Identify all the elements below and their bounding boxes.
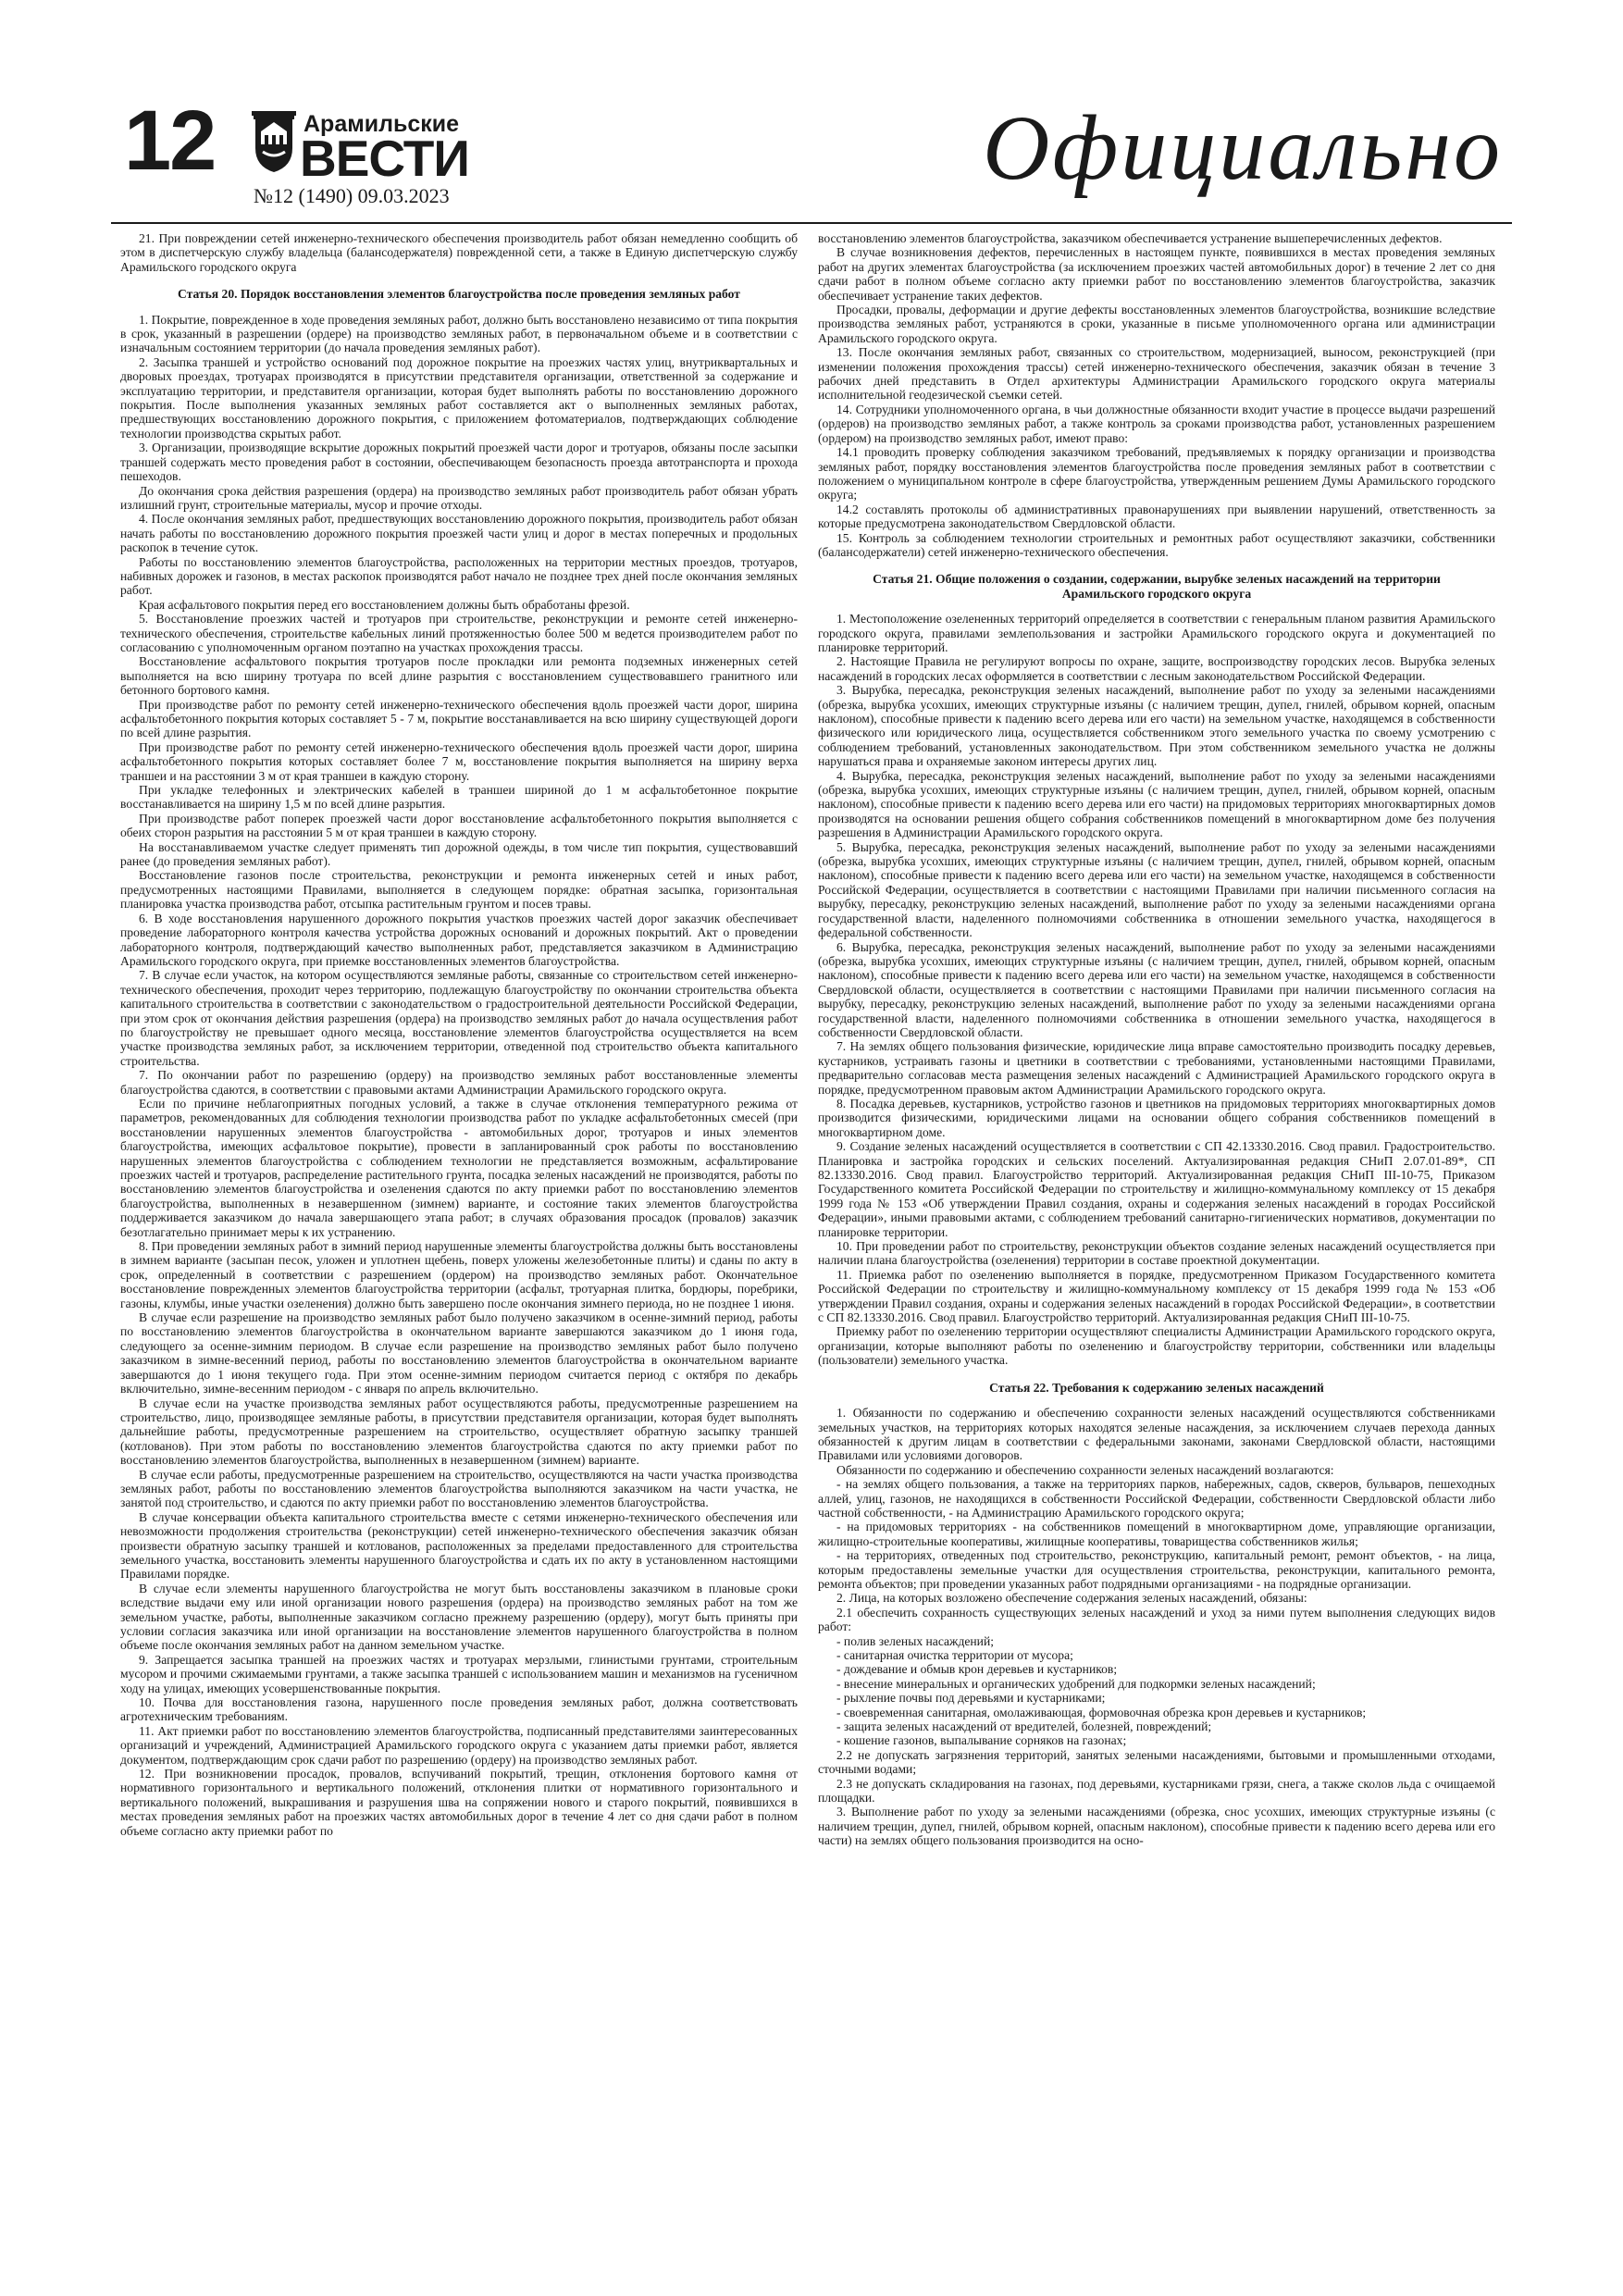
paragraph: 10. Почва для восстановления газона, нарушенного после проведения земляных работ, должна соответствовать агротехническим требованиям. xyxy=(120,1695,798,1724)
paragraph: - санитарная очистка территории от мусора; xyxy=(836,1648,1073,1662)
paragraph: 3. Организации, производящие вскрытие дорожных покрытий проезжей части дорог и тротуаров, обязаны после засыпки траншей содержать место проведения работ в состоянии, обеспечивающем безопасность проезда автотранспорта и прохода пешеходов. xyxy=(120,441,798,484)
header-rule xyxy=(111,222,1512,224)
paragraph: 6. Вырубка, пересадка, реконструкция зеленых насаждений, выполнение работ по уходу за зелеными насаждениями (обрезка, вырубка усохших, имеющих структурные изъяны (с наличием трещин, дупел, гнилей, обрывом корней, опасным наклоном), способные привести к падению всего дерева или его части) на земельном участке, находящемся в собственности Свердловской области, осуществляется в соответствии с настоящими Правилами при наличии письменного согласия на вырубку, пересадку, реконструкцию зеленых насаждений, выполнение работ по уходу за зелеными насаждениями органа государственной власти, наделенного полномочиями собственника в отношении земельного участка, находящегося в собственности Свердловской области. xyxy=(818,939,1495,1039)
paragraph: - на землях общего пользования, а также на территориях парков, набережных, садов, скверов, бульваров, пешеходных аллей, улиц, газонов, не находящихся в собственности Российской Федерации, собственности Свердловской области либо частной собственности, - на Администрацию Арамильского городского округа; xyxy=(818,1477,1495,1520)
page-number: 12 xyxy=(124,93,216,188)
paragraph: 8. При проведении земляных работ в зимний период нарушенные элементы благоустройства должны быть восстановлены в зимнем варианте (засыпан песок, уложен и уплотнен щебень, поверх уложены железобетонные плиты) и сданы по акту в срок, определенный в соответствии с разрешением (ордером) на производство земляных работ. Окончательное восстановление поврежденных элементов благоустройства территории (асфальт, тротуарная плитка, бордюры, поребрики, газоны, клумбы, иные участки озеленения) должно быть завершено после окончания зимнего периода, но не позднее 1 июня. xyxy=(120,1239,798,1310)
paragraph: 8. Посадка деревьев, кустарников, устройство газонов и цветников на придомовых территориях многоквартирных домов производится физическими, юридическими лицами на основании общего собрания собственников помещений в многоквартирном доме. xyxy=(818,1096,1495,1139)
paragraph: 3. Выполнение работ по уходу за зелеными насаждениями (обрезка, снос усохших, имеющих структурные изъяны (с наличием трещин, дупел, гнилей, обрывом корней, опасным наклоном), способные привести к падению всего дерева или его части) на землях общего пользования производится на осно- xyxy=(818,1805,1495,1848)
paragraph: - дождевание и обмыв крон деревьев и кустарников; xyxy=(836,1662,1118,1677)
paragraph: 15. Контроль за соблюдением технологии строительных и ремонтных работ осуществляют заказчики, собственники (балансодержатели) сетей инженерно-технического обеспечения. xyxy=(818,530,1495,559)
paragraph: 2.2 не допускать загрязнения территорий, занятых зелеными насаждениями, бытовыми и промышленными отходами, сточными водами; xyxy=(818,1747,1495,1777)
paragraph: 14.2 составлять протоколы об административных правонарушениях при выявлении нарушений, ответственность за которые предусмотрена законодательством Свердловской области. xyxy=(818,502,1495,531)
paragraph: 4. После окончания земляных работ, предшествующих восстановлению дорожного покрытия, производитель работ обязан начать работы по восстановлению дорожного покрытия проезжей части улиц и дорог в местах поперечных и продольных раскопок в течение суток. xyxy=(120,512,798,555)
paragraph: 11. Акт приемки работ по восстановлению элементов благоустройства, подписанный представителями заинтересованных организаций и учреждений, Администрацией Арамильского городского округа с указанием даты приемки работ, является документом, подтверждающим срок сдачи работ по разрешению (ордеру) на производство земляных работ. xyxy=(120,1723,798,1767)
paragraph: При производстве работ по ремонту сетей инженерно-технического обеспечения вдоль проезжей части дорог, ширина асфальтобетонного покрытия которых составляет более 7 м, восстановление покрытия выполняется на ширину верха траншеи и на расстоянии 3 м от края траншеи в каждую сторону. xyxy=(120,739,798,783)
paragraph: 21. При повреждении сетей инженерно-технического обеспечения производитель работ обязан немедленно сообщить об этом в диспетчерскую службу владельца (балансодержателя) поврежденной сети, а также в Единую диспетчерскую службу Арамильского городского округа xyxy=(120,231,798,274)
paragraph: 11. Приемка работ по озеленению выполняется в порядке, предусмотренном Приказом Государственного комитета Российской Федерации по строительству и жилищно-коммунальному комплексу от 15 декабря 1999 года № 153 «Об утверждении Правил создания, охраны и содержания зеленых насаждений в городах Российской Федерации», в соответствии с СП 82.13330.2016. Свод правил. Благоустройство территорий. Актуализированная редакция СНиП III-10-75. xyxy=(818,1267,1495,1325)
text-column-left xyxy=(120,231,798,2258)
paragraph: 6. В ходе восстановления нарушенного дорожного покрытия участков проезжих частей дорог заказчик обеспечивает проведение лабораторного контроля качества устройства дорожных оснований и дорожных покрытий. Акт о проведении лабораторного контроля, подтверждающий качество выполненных работ, представляется заказчиком в Администрацию Арамильского городского округа, при приемке восстановленных элементов благоустройства. xyxy=(120,911,798,968)
paragraph: - защита зеленых насаждений от вредителей, болезней, повреждений; xyxy=(836,1719,1212,1734)
paragraph: В случае возникновения дефектов, перечисленных в настоящем пункте, появившихся в местах проведения земляных работ на других элементах благоустройства (за исключением проезжих частей автомобильных дорог) в течение 2 лет со дня сдачи работ в полном объеме согласно акту приемки работ по восстановлению элементов благоустройства, заказчик обеспечивает устранение таких дефектов. xyxy=(818,245,1495,303)
article-heading: Статья 20. Порядок восстановления элементов благоустройства после проведения земляных работ xyxy=(178,287,740,302)
paragraph: 10. При проведении работ по строительству, реконструкции объектов создание зеленых насаждений осуществляется при наличии плана благоустройства (озеленения) территории в составе проектной документации. xyxy=(818,1239,1495,1268)
paragraph: - рыхление почвы под деревьями и кустарниками; xyxy=(836,1691,1106,1706)
paragraph: 12. При возникновении просадок, провалов, вспучиваний покрытий, трещин, отклонения бортового камня от нормативного горизонтального и вертикального положений, отклонения плитки от нормативного горизонтального и вертикального положений, выкрашивания и разрушения шва на сопряжении нового и старого покрытий, появившихся в местах проведения земляных работ на проезжих частях автомобильных дорог в течение 4 лет со дня сдачи работ в полном объеме согласно акту приемки работ по xyxy=(120,1767,798,1838)
paragraph: 3. Вырубка, пересадка, реконструкция зеленых насаждений, выполнение работ по уходу за зелеными насаждениями (обрезка, вырубка усохших, имеющих структурные изъяны (с наличием трещин, дупел, гнилей, обрывом корней, опасным наклоном), способные привести к падению всего дерева или его части) на земельном участке, находящемся в собственности физического или юридического лица, осуществляется собственником этого земельного участка по своему усмотрению с соблюдением требований, установленных законодательством. При этом собственником земельного участка не должны нарушаться права и охраняемые законом интересы других лиц. xyxy=(818,683,1495,769)
paragraph: При производстве работ по ремонту сетей инженерно-технического обеспечения вдоль проезжей части дорог, ширина асфальтобетонного покрытия которых составляет 5 - 7 м, покрытие восстанавливается на всю ширину существующей дороги по всей длине разрытия. xyxy=(120,697,798,740)
paragraph: Приемку работ по озеленению территории осуществляют специалисты Администрации Арамильского городского округа, организации, которые выполняют работы по озеленению и благоустройству территории, собственники или владельцы (пользователи) земельного участка. xyxy=(818,1324,1495,1368)
paragraph: Края асфальтового покрытия перед его восстановлением должны быть обработаны фрезой. xyxy=(139,597,630,612)
paragraph: 14.1 проводить проверку соблюдения заказчиком требований, предъявляемых к порядку организации и производства земляных работ, порядку восстановления элементов благоустройства после проведения земляных работ в соответствии с положением о муниципальном контроле в сфере благоустройства, утвержденным решением Думы Арамильского городского округа; xyxy=(818,445,1495,503)
paragraph: - на территориях, отведенных под строительство, реконструкцию, капитальный ремонт, ремонт объектов, - на лица, которым предоставлены земельные участки для осуществления строительства, реконструкции, капитального ремонта, ремонта объектов; при проведении указанных работ подрядными организациями - на подрядные организации. xyxy=(818,1548,1495,1591)
paragraph: До окончания срока действия разрешения (ордера) на производство земляных работ производитель работ обязан убрать излишний грунт, строительные материалы, мусор и прочие отходы. xyxy=(120,483,798,512)
paragraph: В случае если разрешение на производство земляных работ было получено заказчиком в осенне-зимний период, работы по восстановлению элементов благоустройства в окончательном варианте завершаются заказчиком до 1 июня года, следующего за осенне-зимним периодом. В случае если разрешение на производство земляных работ было получено заказчиком в зимне-весенний период, работы по восстановлению элементов благоустройства в окончательном варианте завершаются до 1 июня текущего года. При этом осенне-зимним периодом считается период с октября по декабрь включительно, зимне-весенним периодом - с января по апрель включительно. xyxy=(120,1310,798,1396)
text-column-right xyxy=(818,231,1495,2258)
paragraph: 2. Настоящие Правила не регулируют вопросы по охране, защите, воспроизводству городских лесов. Вырубка зеленых насаждений в городских лесах оформляется в соответствии с лесным законодательством Российской Федерации. xyxy=(818,654,1495,683)
paragraph: Просадки, провалы, деформации и другие дефекты восстановленных элементов благоустройства, возникшие вследствие производства земляных работ, устраняются в сроки, указанные в письме уполномоченного органа или администрации Арамильского городского округа. xyxy=(818,303,1495,345)
paragraph: - на придомовых территориях - на собственников помещений в многоквартирном доме, управляющие организации, жилищно-строительные кооперативы, жилищные кооперативы, товарищества собственников жилья; xyxy=(818,1520,1495,1548)
paragraph: 1. Местоположение озелененных территорий определяется в соответствии с генеральным планом развития Арамильского городского округа, правилами землепользования и застройки Арамильского городского округа и документацией по планировке территорий. xyxy=(818,612,1495,654)
article-heading: Статья 22. Требования к содержанию зеленых насаждений xyxy=(989,1380,1324,1395)
article-heading: Статья 21. Общие положения о создании, содержании, вырубке зеленых насаждений на территории Арамильского городского округа xyxy=(873,572,1441,601)
paragraph: 14. Сотрудники уполномоченного органа, в чьи должностные обязанности входит участие в процессе выдачи разрешений (ордеров) на производство земляных работ, а также контроль за сроками производства работ, установленных разрешением (ордером) на производство земляных работ, имеют право: xyxy=(818,402,1495,445)
paragraph: 5. Вырубка, пересадка, реконструкция зеленых насаждений, выполнение работ по уходу за зелеными насаждениями (обрезка, вырубка усохших, имеющих структурные изъяны (с наличием трещин, дупел, гнилей, обрывом корней, опасным наклоном), способные привести к падению всего дерева или его части) на земельном участке, находящемся в собственности Российской Федерации, осуществляется в соответствии с настоящими Правилами при наличии письменного согласия на вырубку, пересадку, реконструкцию зеленых насаждений, выполнение работ по уходу за зелеными насаждениями органа государственной власти, наделенного полномочиями собственника в отношении земельного участка, находящегося в федеральной собственности. xyxy=(818,839,1495,940)
brand-name-main: ВЕСТИ xyxy=(300,130,469,187)
city-crest-icon xyxy=(252,111,296,174)
paragraph: 1. Обязанности по содержанию и обеспечению сохранности зеленых насаждений осуществляются собственниками земельных участков, на территориях которых находятся зеленые насаждения, за исключением случаев перехода данных обязанностей к другим лицам в соответствии с федеральными законами, законами Свердловской области, настоящими Правилами или условиями договоров. xyxy=(818,1406,1495,1463)
paragraph: В случае если элементы нарушенного благоустройства не могут быть восстановлены заказчиком в плановые сроки вследствие выдачи ему или иной организации нового разрешения (ордера) на производство земляных работ на том же земельном участке, работы, выполненные заказчиком согласно прежнему разрешению (ордеру), могут быть приняты при условии согласия заказчика или иной организации на восстановление элементов нарушенного благоустройства в полном объеме после окончания земляных работ на данном земельном участке. xyxy=(120,1581,798,1653)
issue-number-date: №12 (1490) 09.03.2023 xyxy=(254,184,450,207)
paragraph: 9. Создание зеленых насаждений осуществляется в соответствии с СП 42.13330.2016. Свод правил. Градостроительство. Планировка и застройка городских и сельских поселений. Актуализированная редакция СНиП 2.07.01-89*, СП 82.13330.2016. Свод правил. Благоустройство территорий. Актуализированная редакция СНиП III-10-75, Приказом Государственного комитета Российской Федерации по строительству и жилищно-коммунальному комплексу от 15 декабря 1999 года № 153 «Об утверждении Правил создания, охраны и содержания зеленых насаждений в городах Российской Федерации», иными правовыми актами, с соблюдением требований санитарно-гигиенических нормативов, документации по планировке территории. xyxy=(818,1139,1495,1239)
paragraph: 1. Покрытие, поврежденное в ходе проведения земляных работ, должно быть восстановлено независимо от типа покрытия в срок, указанный в разрешении (ордере) на производство земляных работ, в первоначальном объеме и в соответствии с изначальным состоянием территории (до начала проведения земляных работ). xyxy=(120,312,798,355)
paragraph: Восстановление газонов после строительства, реконструкции и ремонта инженерных сетей и иных работ, предусмотренных настоящими Правилами, выполняется в следующем порядке: обратная засыпка, горизонтальная планировка участка производства работ, отсыпка растительным грунтом и посев травы. xyxy=(120,868,798,912)
paragraph: В случае если на участке производства земляных работ осуществляются работы, предусмотренные разрешением на строительство, лицо, производящее земляные работы, в присутствии представителя организации, которая будет выполнять дальнейшие работы, предусмотренные разрешением на строительство, осуществляет обратную засыпку траншей (котлованов). При этом работы по восстановлению элементов благоустройства сдаются по акту приемки работ по восстановлению элементов благоустройства, выполненных в незавершенном (зимнем) варианте. xyxy=(120,1396,798,1468)
paragraph: - своевременная санитарная, омолаживающая, формовочная обрезка крон деревьев и кустарников; xyxy=(836,1705,1367,1719)
paragraph: 5. Восстановление проезжих частей и тротуаров при строительстве, реконструкции и ремонте сетей инженерно-технического обеспечения, строительстве кабельных линий протяженностью более 500 м ведется производителем работ по согласованию с уполномоченным органом поэтапно на участках прохождения трассы. xyxy=(120,612,798,654)
paragraph: восстановлению элементов благоустройства, заказчиком обеспечивается устранение вышеперечисленных дефектов. xyxy=(818,231,1443,245)
paragraph: - кошение газонов, выпалывание сорняков на газонах; xyxy=(836,1733,1127,1748)
masthead xyxy=(111,93,1512,222)
section-title: Официально xyxy=(983,96,1503,199)
brand-name-top: Арамильские xyxy=(304,111,460,137)
paragraph: 13. После окончания земляных работ, связанных со строительством, модернизацией, выносом, реконструкцией (при изменении положения прохождения трассы) сетей инженерно-технического обеспечения, заказчик обязан в течение 3 рабочих дней представить в Отдел архитектуры Администрации Арамильского городского округа материалы исполнительной геодезической съемки сетей. xyxy=(818,345,1495,403)
paragraph: В случае консервации объекта капитального строительства вместе с сетями инженерно-технического обеспечения или невозможности продолжения строительства (реконструкции) сетей инженерно-технического обеспечения заказчик обязан произвести обратную засыпку траншей и котлованов, расположенных за пределами предоставленного для строительства земельного участка, восстановить элементы нарушенного благоустройства и сдать их по акту в установленном настоящими Правилами порядке. xyxy=(120,1509,798,1582)
paragraph: - полив зеленых насаждений; xyxy=(836,1633,995,1648)
paragraph: На восстанавливаемом участке следует применять тип дорожной одежды, в том числе тип покрытия, существовавший ранее (до проведения земляных работ). xyxy=(120,839,798,869)
paragraph: При производстве работ поперек проезжей части дорог восстановление асфальтобетонного покрытия выполняется с обеих сторон разрытия на расстоянии 5 м от края траншеи в каждую сторону. xyxy=(120,811,798,840)
paragraph: Обязанности по содержанию и обеспечению сохранности зеленых насаждений возлагаются: xyxy=(836,1462,1334,1477)
paragraph: При укладке телефонных и электрических кабелей в траншеи шириной до 1 м асфальтобетонное покрытие восстанавливается на ширину 1,5 м по всей длине разрытия. xyxy=(120,783,798,812)
paragraph: 7. В случае если участок, на котором осуществляются земляные работы, связанные со строительством сетей инженерно-технического обеспечения, проходит через территорию, подлежащую благоустройству по окончании строительства объекта капитального строительства в соответствии с законодательством о градостроительной деятельности Российской Федерации, при этом срок от окончания действия разрешения (ордера) на производство земляных работ до начала осуществления работ по благоустройству не превышает одного месяца, восстановление элементов благоустройства осуществляется на всем участке производства земляных работ, за исключением территории, отведенной под строительство объекта капитального строительства. xyxy=(120,968,798,1068)
paragraph: Работы по восстановлению элементов благоустройства, расположенных на территории местных проездов, тротуаров, набивных дорожек и газонов, в местах раскопок производятся работ начало не позднее трех дней после окончания земляных работ. xyxy=(120,554,798,598)
paragraph: 2.1 обеспечить сохранность существующих зеленых насаждений и уход за ними путем выполнения следующих видов работ: xyxy=(818,1605,1495,1634)
paragraph: 7. По окончании работ по разрешению (ордеру) на производство земляных работ восстановленные элементы благоустройства сдаются, в соответствии с правовыми актами Администрации Арамильского городского округа. xyxy=(120,1068,798,1097)
paragraph: 2.3 не допускать складирования на газонах, под деревьями, кустарниками грязи, снега, а также сколов льда с очищаемой площадки. xyxy=(818,1776,1495,1806)
newspaper-logo xyxy=(252,100,594,211)
paragraph: 9. Запрещается засыпка траншей на проезжих частях и тротуарах мерзлыми, глинистыми грунтами, строительным мусором и прочими сжимаемыми грунтами, а также засыпка траншей с использованием машин и механизмов на гусеничном ходу на улицах, имеющих усовершенствованные покрытия. xyxy=(120,1652,798,1695)
paragraph: 2. Лица, на которых возложено обеспечение содержания зеленых насаждений, обязаны: xyxy=(836,1591,1307,1606)
paragraph: - внесение минеральных и органических удобрений для подкормки зеленых насаждений; xyxy=(836,1676,1316,1691)
paragraph: Восстановление асфальтового покрытия тротуаров после прокладки или ремонта подземных инженерных сетей выполняется на всю ширину тротуара по всей длине разрытия с восстановлением существовавшего гранитного или бетонного бортового камня. xyxy=(120,654,798,698)
paragraph: В случае если работы, предусмотренные разрешением на строительство, осуществляются на части участка производства земляных работ, работы по восстановлению элементов благоустройства выполняются заказчиком на части участка, не занятой под строительство, и сдаются по акту приемки работ по восстановлению элементов благоустройства. xyxy=(120,1467,798,1510)
paragraph: 2. Засыпка траншей и устройство оснований под дорожное покрытие на проезжих частях улиц, внутриквартальных и дворовых проездах, тротуарах производятся в присутствии представителя организации, ответственной за содержание и эксплуатацию территории, и представителя организации, которая будет выполнять работы по восстановлению дорожного покрытия. После выполнения указанных земляных работ составляется акт о выполненных земляных работах, предшествующих восстановлению дорожного покрытия, с приложением фотоматериалов, подтверждающих соблюдение технологии производства скрытых работ. xyxy=(120,354,798,441)
paragraph: Если по причине неблагоприятных погодных условий, а также в случае отклонения температурного режима от параметров, рекомендованных для соблюдения технологии производства работ по укладке асфальтобетонных смесей (при восстановлении нарушенных элементов благоустройства - автомобильных дорог, тротуаров и иных элементов благоустройства, имеющих асфальтовое покрытие), провести в запланированный срок работы по восстановлению нарушенных элементов благоустройства с соблюдением технологии не представляется возможным, асфальтирование проезжих частей и тротуаров, распределение растительного грунта, посадка зеленых насаждений не производятся, работы по восстановлению элементов благоустройства и озеленения сдаются по акту приемки работ по восстановлению элементов благоустройства, выполненных в незавершенном (зимнем) варианте, и состояние таких элементов благоустройства поддерживается заказчиком до начала завершающего этапа работ; в случаях образования просадок (провалов) заказчик безотлагательно принимает меры к их устранению. xyxy=(120,1096,798,1239)
paragraph: 4. Вырубка, пересадка, реконструкция зеленых насаждений, выполнение работ по уходу за зелеными насаждениями (обрезка, вырубка усохших, имеющих структурные изъяны (с наличием трещин, дупел, гнилей, обрывом корней, опасным наклоном), способные привести к падению всего дерева или его части) на придомовых территориях многоквартирных домов производятся на основании решения общего собрания собственников помещений в многоквартирном доме без получения разрешения в Администрации Арамильского городского округа. xyxy=(818,768,1495,840)
paragraph: 7. На землях общего пользования физические, юридические лица вправе самостоятельно производить посадку деревьев, кустарников, устраивать газоны и цветники в соответствии с требованиями, установленными настоящими Правилами, предварительно согласовав места размещения зеленых насаждений с Администрацией Арамильского городского округа в порядке, предусмотренном правовым актом Администрации Арамильского городского округа. xyxy=(818,1039,1495,1097)
